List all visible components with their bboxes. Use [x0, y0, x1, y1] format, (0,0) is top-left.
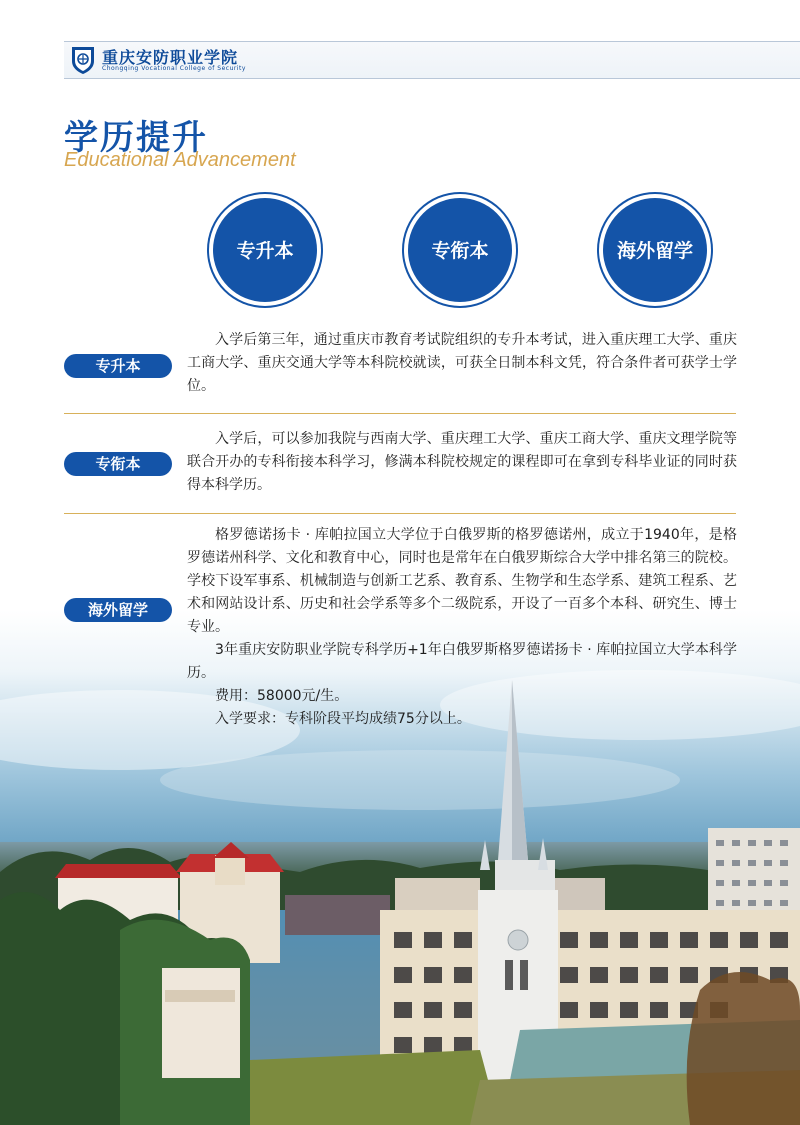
para-zhuanshengben: [187, 329, 737, 398]
tag-zhuanshengben: 专升本: [64, 354, 172, 378]
circle-zhuanshengben: [213, 198, 317, 302]
circle-overseas: [603, 198, 707, 302]
paragraph: 入学要求：专科阶段平均成绩75分以上。: [215, 711, 471, 727]
divider: [64, 513, 736, 514]
paragraph: 3年重庆安防职业学院专科学历+1年白俄罗斯格罗德诺扬卡 · 库帕拉国立大学本科学历。: [187, 642, 737, 681]
divider: [64, 413, 736, 414]
paragraph: 入学后第三年，通过重庆市教育考试院组织的专升本考试，进入重庆理工大学、重庆工商大学、重庆交通大学等本科院校就读，可获全日制本科文凭，符合条件者可获学士学位。: [187, 332, 737, 394]
circle-label: 海外留学: [616, 240, 693, 262]
circle-label: 专升本: [236, 240, 294, 262]
circle-zhuanxianben: [408, 198, 512, 302]
page-subtitle-en: Educational Advancement: [64, 149, 296, 171]
school-name-cn: 重庆安防职业学院: [102, 48, 239, 67]
paragraph: 格罗德诺扬卡 · 库帕拉国立大学位于白俄罗斯的格罗德诺州，成立于1940年，是格罗德诺州科学、文化和教育中心，同时也是常年在白俄罗斯综合大学中排名第三的院校。学校下设军事系、机械制造与创新工艺系、教育系、生物学和生态学系、建筑工程系、艺术和网站设计系、历史和社会学系等多个二级院系，开设了一百多个本科、研究生、博士专业。: [187, 527, 737, 635]
college-shield-logo: [70, 45, 96, 75]
para-overseas: [187, 524, 737, 731]
tag-overseas: 海外留学: [64, 598, 172, 622]
header-bar: [64, 41, 800, 79]
circle-label: 专衔本: [431, 240, 489, 262]
paragraph: 费用：58000元/生。: [215, 688, 349, 704]
page-title: 学历提升: [64, 118, 208, 158]
tag-zhuanxianben: 专衔本: [64, 452, 172, 476]
school-name-en: Chongqing Vocational College of Security: [102, 65, 246, 72]
paragraph: 入学后，可以参加我院与西南大学、重庆理工大学、重庆工商大学、重庆文理学院等联合开办的专科衔接本科学习，修满本科院校规定的课程即可在拿到专科毕业证的同时获得本科学历。: [187, 431, 737, 493]
para-zhuanxianben: [187, 428, 737, 497]
